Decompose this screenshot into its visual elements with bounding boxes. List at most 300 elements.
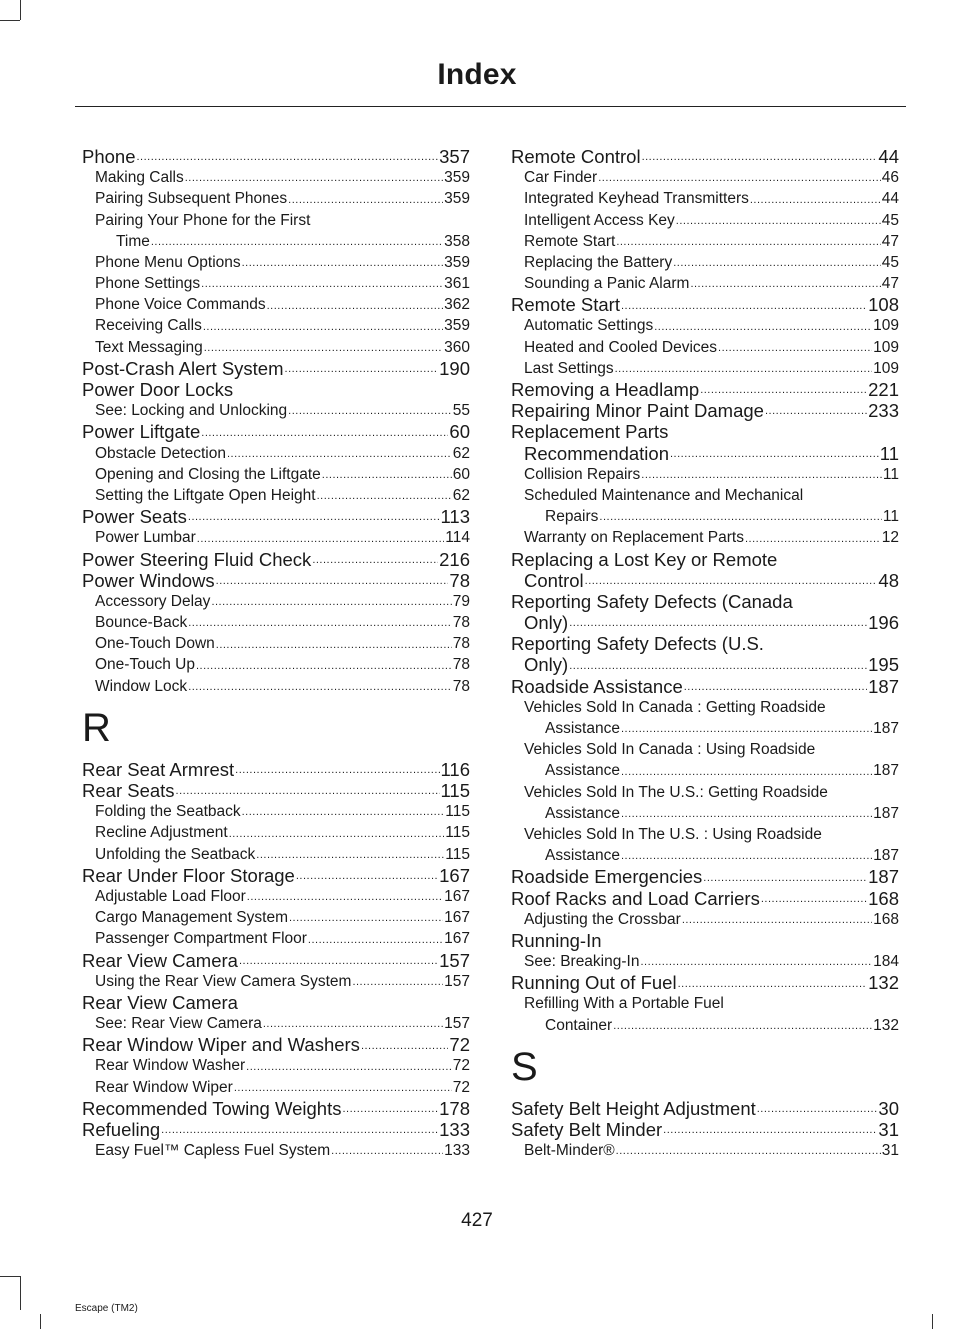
dot-leader [654, 322, 872, 337]
entry-page: 109 [873, 359, 899, 377]
index-entry [511, 443, 899, 464]
index-entry [511, 866, 899, 887]
dot-leader [242, 807, 445, 822]
dot-leader [616, 1146, 881, 1161]
crop-mark [20, 1276, 21, 1310]
entry-text: Rear Window Wiper and Washers [82, 1034, 360, 1056]
dot-leader [322, 470, 452, 485]
index-entry [511, 972, 899, 993]
index-entry [82, 1056, 470, 1077]
index-entry [511, 1140, 899, 1161]
index-entry [82, 188, 470, 209]
entry-text: Repairing Minor Paint Damage [511, 400, 764, 422]
entry-page: 114 [445, 529, 470, 547]
dot-leader [640, 957, 872, 972]
index-entry [511, 506, 899, 527]
entry-page: 115 [445, 824, 470, 842]
entry-page: 11 [882, 508, 899, 526]
entry-page: 44 [878, 146, 899, 167]
dot-leader [361, 1041, 448, 1056]
index-entry [511, 803, 899, 824]
entry-text: Only) [524, 612, 569, 634]
entry-page: 60 [452, 465, 470, 483]
index-entry [82, 907, 470, 928]
page-title: Index [437, 58, 517, 91]
entry-page: 30 [878, 1097, 899, 1119]
index-entry [82, 591, 470, 612]
dot-leader [211, 597, 451, 612]
crop-mark [20, 0, 21, 20]
index-entry [82, 801, 470, 822]
entry-text: Removing a Headlamp [511, 379, 700, 401]
crop-mark [0, 20, 20, 21]
dot-leader [703, 873, 867, 888]
entry-text: Pairing Your Phone for the First [95, 211, 311, 229]
dot-leader [690, 279, 880, 294]
index-entry [82, 549, 470, 570]
entry-text: Belt-Minder® [524, 1142, 615, 1160]
entry-text: Assistance [545, 720, 620, 738]
entry-page: 187 [868, 675, 899, 697]
entry-page: 357 [439, 146, 470, 167]
entry-text: Rear Seat Armrest [82, 758, 235, 780]
footer-model: Escape (TM2) [75, 1303, 138, 1314]
entry-page: 78 [449, 569, 470, 591]
entry-text: Remote Start [511, 294, 620, 316]
entry-text: Easy Fuel™ Capless Fuel System [95, 1142, 331, 1160]
index-entry [511, 231, 899, 252]
dot-leader [621, 809, 872, 824]
index-entry [511, 379, 899, 400]
entry-page: 62 [452, 486, 470, 504]
entry-page: 167 [439, 864, 470, 886]
index-entry [511, 400, 899, 421]
dot-leader [750, 195, 881, 210]
entry-page: 78 [452, 677, 470, 695]
dot-leader [188, 618, 452, 633]
index-entry [82, 780, 470, 801]
entry-text: Intelligent Access Key [524, 211, 675, 229]
entry-text: Control [524, 569, 584, 591]
index-entry [82, 167, 470, 188]
dot-leader [308, 935, 443, 950]
dot-leader [229, 829, 445, 844]
dot-leader [585, 576, 878, 591]
entry-page: 168 [873, 910, 899, 928]
index-entry [511, 655, 899, 676]
index-entry [511, 464, 899, 485]
dot-leader [670, 449, 879, 464]
entry-text: Recommendation [524, 442, 669, 464]
entry-text: Safety Belt Minder [511, 1119, 663, 1141]
entry-page: 133 [444, 1142, 470, 1160]
entry-text: Scheduled Maintenance and Mechanical [524, 486, 804, 504]
dot-leader [342, 1104, 438, 1119]
entry-text: Phone Settings [95, 275, 201, 293]
index-entry [511, 549, 899, 570]
entry-text: Rear Window Wiper [95, 1078, 233, 1096]
index-entry [511, 167, 899, 188]
index-entry [511, 951, 899, 972]
entry-text: One-Touch Up [95, 656, 195, 674]
entry-text: Recommended Towing Weights [82, 1097, 342, 1119]
dot-leader [263, 1019, 443, 1034]
dot-leader [569, 661, 867, 676]
dot-leader [288, 406, 452, 421]
entry-text: R [82, 705, 111, 750]
index-entry [82, 844, 470, 865]
index-column-left [82, 146, 470, 1161]
entry-text: Power Windows [82, 569, 215, 591]
index-entry [511, 252, 899, 273]
index-entry [82, 316, 470, 337]
entry-text: Power Steering Fluid Check [82, 548, 312, 570]
entry-page: 115 [445, 803, 470, 821]
entry-text: Phone [82, 146, 136, 167]
entry-text: Remote Start [524, 232, 616, 250]
entry-page: 45 [881, 253, 899, 271]
index-entry [511, 909, 899, 930]
dot-leader [188, 682, 452, 697]
dot-leader [621, 724, 872, 739]
entry-page: 358 [444, 232, 470, 250]
entry-text: Pairing Subsequent Phones [95, 190, 288, 208]
entry-page: 62 [452, 444, 470, 462]
entry-text: Reporting Safety Defects (U.S. [511, 633, 764, 655]
dot-leader [216, 640, 452, 655]
dot-leader [673, 258, 881, 273]
entry-text: Collision Repairs [524, 465, 641, 483]
dot-leader [267, 301, 444, 316]
entry-page: 233 [868, 400, 899, 422]
entry-text: Remote Control [511, 146, 641, 167]
entry-text: Refilling With a Portable Fuel [524, 995, 724, 1013]
dot-leader [757, 1104, 878, 1119]
dot-leader [201, 428, 448, 443]
index-entry [82, 146, 470, 167]
index-entry [511, 718, 899, 739]
entry-text: See: Rear View Camera [95, 1015, 262, 1033]
entry-text: Only) [524, 654, 569, 676]
index-entry [82, 421, 470, 442]
entry-page: 133 [439, 1119, 470, 1141]
section-letter [82, 697, 470, 759]
entry-page: 55 [452, 402, 470, 420]
index-entry [511, 337, 899, 358]
entry-text: Rear Under Floor Storage [82, 864, 295, 886]
entry-page: 168 [868, 887, 899, 909]
entry-page: 196 [868, 612, 899, 634]
index-entry [82, 231, 470, 252]
index-entry [511, 358, 899, 379]
entry-text: S [511, 1044, 538, 1089]
section-letter [511, 1036, 899, 1098]
index-entry [511, 421, 899, 442]
index-entry [82, 527, 470, 548]
dot-leader [718, 343, 872, 358]
index-entry [511, 697, 899, 718]
dot-leader [201, 279, 443, 294]
entry-text: Replacing the Battery [524, 253, 673, 271]
entry-text: Vehicles Sold In The U.S.: Getting Roadside [524, 783, 828, 801]
entry-page: 47 [881, 275, 899, 293]
crop-mark [0, 1276, 20, 1277]
entry-page: 78 [452, 614, 470, 632]
index-entry [511, 294, 899, 315]
index-entry [511, 485, 899, 506]
entry-text: Roadside Assistance [511, 675, 683, 697]
dot-leader [137, 152, 439, 167]
index-entry [82, 612, 470, 633]
index-entry [82, 252, 470, 273]
index-entry [511, 273, 899, 294]
entry-text: Integrated Keyhead Transmitters [524, 190, 749, 208]
entry-text: Automatic Settings [524, 317, 654, 335]
dot-leader [621, 851, 872, 866]
index-entry [82, 928, 470, 949]
entry-text: See: Breaking-In [524, 953, 640, 971]
dot-leader [176, 786, 440, 801]
index-entry [82, 1098, 470, 1119]
entry-page: 72 [452, 1057, 470, 1075]
index-entry [82, 464, 470, 485]
entry-page: 11 [882, 465, 899, 483]
entry-text: Vehicles Sold In Canada : Getting Roadside [524, 698, 826, 716]
entry-text: Refueling [82, 1119, 161, 1141]
index-entry [511, 782, 899, 803]
entry-text: Roadside Emergencies [511, 866, 703, 888]
index-entry [82, 443, 470, 464]
entry-text: Last Settings [524, 359, 614, 377]
entry-text: Power Door Locks [82, 379, 234, 401]
entry-text: Sounding a Panic Alarm [524, 275, 690, 293]
entry-page: 79 [452, 592, 470, 610]
index-entry [82, 971, 470, 992]
dot-leader [197, 534, 444, 549]
dot-leader [598, 173, 881, 188]
dot-leader [761, 894, 867, 909]
index-entry [82, 1013, 470, 1034]
entry-text: Vehicles Sold In Canada : Using Roadside [524, 741, 816, 759]
entry-text: Rear View Camera [82, 991, 238, 1013]
dot-leader [227, 449, 452, 464]
entry-text: Car Finder [524, 169, 598, 187]
entry-page: 12 [881, 529, 899, 547]
index-entry [511, 1098, 899, 1119]
entry-text: Post-Crash Alert System [82, 357, 284, 379]
entry-page: 60 [449, 421, 470, 443]
entry-text: Running-In [511, 929, 602, 951]
entry-page: 109 [873, 338, 899, 356]
crop-mark [40, 1314, 41, 1329]
entry-page: 178 [439, 1097, 470, 1119]
index-entry [82, 273, 470, 294]
dot-leader [676, 216, 881, 231]
dot-leader [569, 618, 867, 633]
entry-text: Adjustable Load Floor [95, 887, 246, 905]
page-number: 427 [461, 1210, 493, 1231]
index-entry [511, 845, 899, 866]
index-entry [511, 888, 899, 909]
dot-leader [289, 913, 443, 928]
entry-page: 78 [452, 656, 470, 674]
index-entry [511, 591, 899, 612]
dot-leader [599, 512, 881, 527]
entry-page: 115 [445, 845, 470, 863]
entry-page: 115 [440, 780, 470, 802]
dot-leader [616, 237, 880, 252]
dot-leader [288, 195, 443, 210]
crop-mark [932, 1314, 933, 1329]
entry-text: Heated and Cooled Devices [524, 338, 718, 356]
entry-page: 44 [881, 190, 899, 208]
dot-leader [745, 534, 881, 549]
dot-leader [196, 661, 452, 676]
index-entry [82, 337, 470, 358]
entry-text: Power Seats [82, 506, 187, 528]
dot-leader [615, 364, 873, 379]
entry-page: 359 [444, 317, 470, 335]
index-entry [82, 1140, 470, 1161]
index-entry [511, 739, 899, 760]
entry-text: Window Lock [95, 677, 188, 695]
entry-page: 157 [444, 972, 470, 990]
dot-leader [239, 956, 438, 971]
index-entry [511, 1015, 899, 1036]
entry-page: 187 [873, 847, 899, 865]
entry-page: 184 [873, 953, 899, 971]
entry-text: Time [116, 232, 150, 250]
dot-leader [235, 765, 439, 780]
entry-page: 109 [873, 317, 899, 335]
index-entry [511, 316, 899, 337]
entry-page: 116 [440, 758, 470, 780]
entry-text: Text Messaging [95, 338, 203, 356]
dot-leader [678, 979, 868, 994]
index-entry [511, 612, 899, 633]
index-entry [511, 146, 899, 167]
index-entry [511, 760, 899, 781]
entry-text: Replacing a Lost Key or Remote [511, 548, 778, 570]
dot-leader [242, 258, 444, 273]
entry-page: 167 [444, 930, 470, 948]
entry-page: 31 [878, 1119, 899, 1141]
entry-text: Roof Racks and Load Carriers [511, 887, 760, 909]
title-divider [75, 106, 906, 107]
dot-leader [641, 470, 882, 485]
entry-text: Receiving Calls [95, 317, 202, 335]
entry-text: Warranty on Replacement Parts [524, 529, 744, 547]
dot-leader [185, 173, 443, 188]
dot-leader [188, 512, 440, 527]
dot-leader [613, 1021, 872, 1036]
entry-text: Container [545, 1016, 613, 1034]
entry-page: 187 [873, 804, 899, 822]
dot-leader [247, 892, 443, 907]
entry-text: Recline Adjustment [95, 824, 228, 842]
entry-text: Safety Belt Height Adjustment [511, 1097, 756, 1119]
entry-page: 187 [873, 762, 899, 780]
entry-page: 157 [444, 1015, 470, 1033]
index-entry [82, 822, 470, 843]
dot-leader [246, 1062, 452, 1077]
index-entry [82, 633, 470, 654]
entry-text: Opening and Closing the Liftgate [95, 465, 321, 483]
entry-text: Accessory Delay [95, 592, 211, 610]
entry-text: Using the Rear View Camera System [95, 972, 352, 990]
entry-page: 31 [881, 1142, 899, 1160]
entry-page: 11 [879, 442, 899, 464]
dot-leader [204, 343, 443, 358]
index-entry [82, 294, 470, 315]
entry-text: Rear View Camera [82, 949, 238, 971]
entry-page: 195 [868, 654, 899, 676]
entry-page: 359 [444, 253, 470, 271]
index-entry [82, 886, 470, 907]
entry-page: 359 [444, 190, 470, 208]
index-entry [82, 992, 470, 1013]
index-entry [511, 210, 899, 231]
entry-text: Setting the Liftgate Open Height [95, 486, 316, 504]
entry-page: 190 [439, 357, 470, 379]
dot-leader [151, 237, 443, 252]
entry-page: 216 [439, 548, 470, 570]
index-entry [511, 527, 899, 548]
entry-text: One-Touch Down [95, 635, 215, 653]
entry-page: 132 [868, 972, 899, 994]
index-entry [82, 1077, 470, 1098]
entry-text: Assistance [545, 847, 620, 865]
entry-text: Power Liftgate [82, 421, 201, 443]
entry-page: 362 [444, 296, 470, 314]
entry-text: Making Calls [95, 169, 184, 187]
entry-text: Replacement Parts [511, 421, 669, 443]
entry-text: Cargo Management System [95, 909, 288, 927]
dot-leader [682, 915, 872, 930]
entry-page: 108 [868, 294, 899, 316]
entry-page: 45 [881, 211, 899, 229]
index-entry [511, 188, 899, 209]
index-entry [511, 930, 899, 951]
entry-page: 72 [452, 1078, 470, 1096]
entry-page: 78 [452, 635, 470, 653]
entry-page: 167 [444, 909, 470, 927]
index-entry [82, 655, 470, 676]
dot-leader [296, 871, 438, 886]
entry-text: Assistance [545, 804, 620, 822]
entry-text: See: Locking and Unlocking [95, 402, 288, 420]
entry-page: 167 [444, 887, 470, 905]
index-entry [511, 676, 899, 697]
entry-text: Phone Voice Commands [95, 296, 266, 314]
index-entry [82, 950, 470, 971]
index-entry [82, 379, 470, 400]
entry-text: Phone Menu Options [95, 253, 241, 271]
entry-text: Power Lumbar [95, 529, 196, 547]
index-entry [82, 1034, 470, 1055]
dot-leader [234, 1083, 452, 1098]
entry-text: Vehicles Sold In The U.S. : Using Roadside [524, 825, 822, 843]
dot-leader [621, 301, 867, 316]
dot-leader [312, 555, 438, 570]
entry-page: 187 [873, 720, 899, 738]
entry-text: Passenger Compartment Floor [95, 930, 307, 948]
entry-text: Bounce-Back [95, 614, 188, 632]
index-entry [82, 676, 470, 697]
entry-page: 221 [868, 379, 899, 401]
entry-page: 47 [881, 232, 899, 250]
entry-page: 359 [444, 169, 470, 187]
